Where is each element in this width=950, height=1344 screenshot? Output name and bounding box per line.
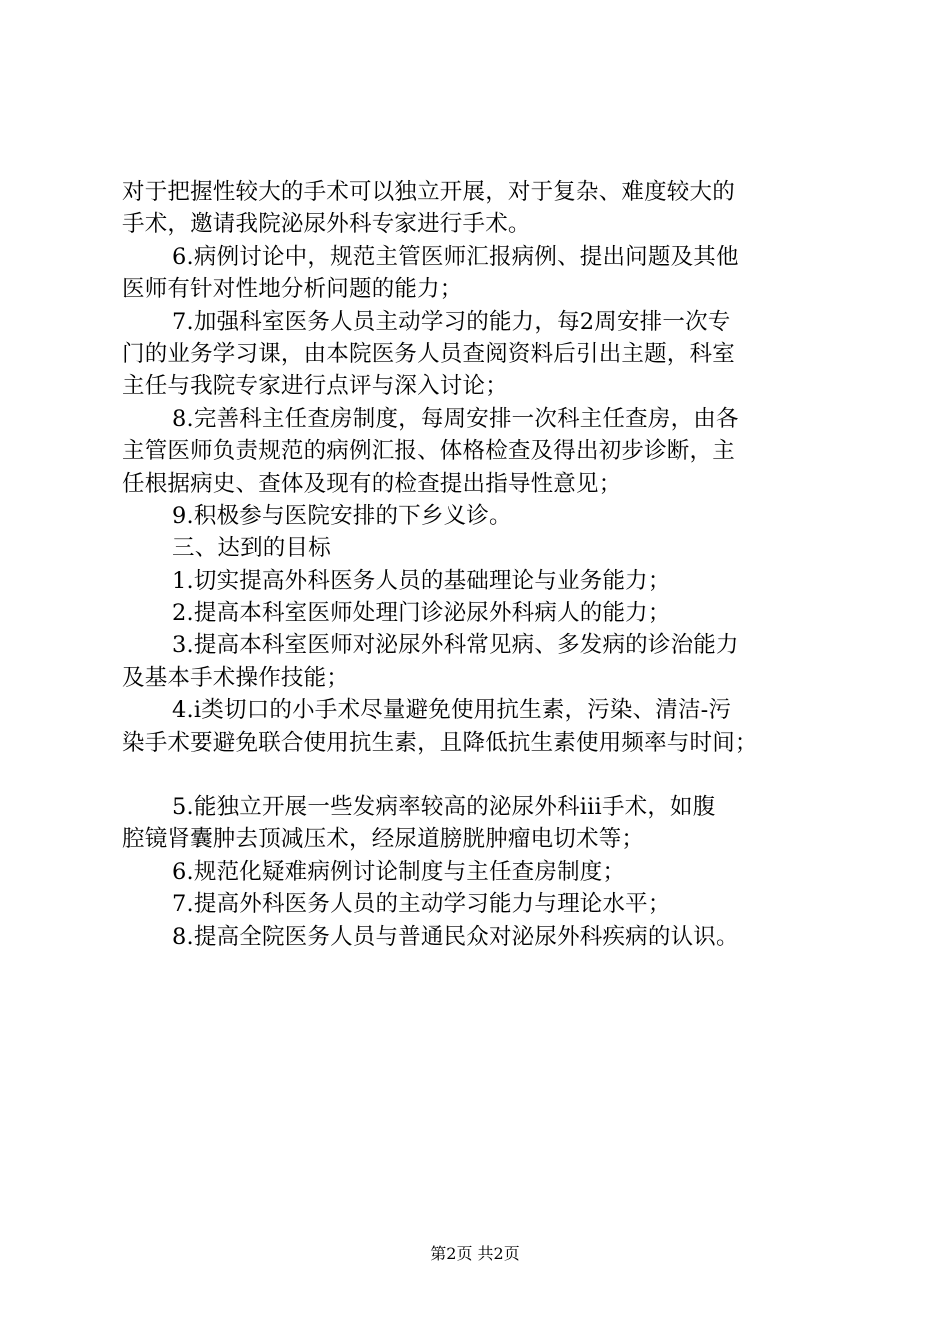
text-line: 腔镜肾囊肿去顶减压术，经尿道膀胱肿瘤电切术等；	[122, 826, 645, 853]
blank-line	[122, 759, 832, 791]
page-number-footer: 第2页 共2页	[430, 1244, 520, 1263]
text-line: 主任与我院专家进行点评与深入讨论；	[122, 373, 508, 400]
section-heading: 三、达到的目标	[172, 535, 331, 562]
text-line: 任根据病史、查体及现有的检查提出指导性意见；	[122, 470, 622, 497]
text-line: 对于把握性较大的手术可以独立开展，对于复杂、难度较大的	[122, 179, 735, 205]
text-line: 2.提高本科室医师处理门诊泌尿外科病人的能力；	[172, 600, 671, 627]
text-line: 8.提高全院医务人员与普通民众对泌尿外科疾病的认识。	[172, 923, 739, 950]
document-body	[122, 176, 832, 953]
text-line: 9.积极参与医院安排的下乡义诊。	[172, 502, 512, 529]
text-line: 8.完善科主任查房制度，每周安排一次科主任查房，由各	[172, 405, 739, 432]
text-line: 染手术要避免联合使用抗生素，且降低抗生素使用频率与时间；	[122, 729, 758, 756]
text-line: 及基本手术操作技能；	[122, 664, 350, 691]
text-line: 4.i类切口的小手术尽量避免使用抗生素，污染、清洁-污	[172, 697, 732, 724]
text-line: 5.能独立开展一些发病率较高的泌尿外科iii手术，如腹	[172, 794, 716, 821]
text-line: 1.切实提高外科医务人员的基础理论与业务能力；	[172, 567, 671, 594]
text-line: 6.病例讨论中，规范主管医师汇报病例、提出问题及其他	[172, 243, 739, 270]
text-line: 门的业务学习课，由本院医务人员查阅资料后引出主题，科室	[122, 340, 735, 367]
text-line: 3.提高本科室医师对泌尿外科常见病、多发病的诊治能力	[172, 632, 739, 659]
text-line: 7.加强科室医务人员主动学习的能力，每2周安排一次专	[172, 308, 731, 335]
text-line: 医师有针对性地分析问题的能力；	[122, 276, 463, 303]
text-line: 7.提高外科医务人员的主动学习能力与理论水平；	[172, 891, 671, 918]
text-line: 主管医师负责规范的病例汇报、体格检查及得出初步诊断，主	[122, 438, 735, 465]
text-line: 6.规范化疑难病例讨论制度与主任查房制度；	[172, 858, 626, 885]
text-line: 手术，邀请我院泌尿外科专家进行手术。	[122, 211, 531, 238]
